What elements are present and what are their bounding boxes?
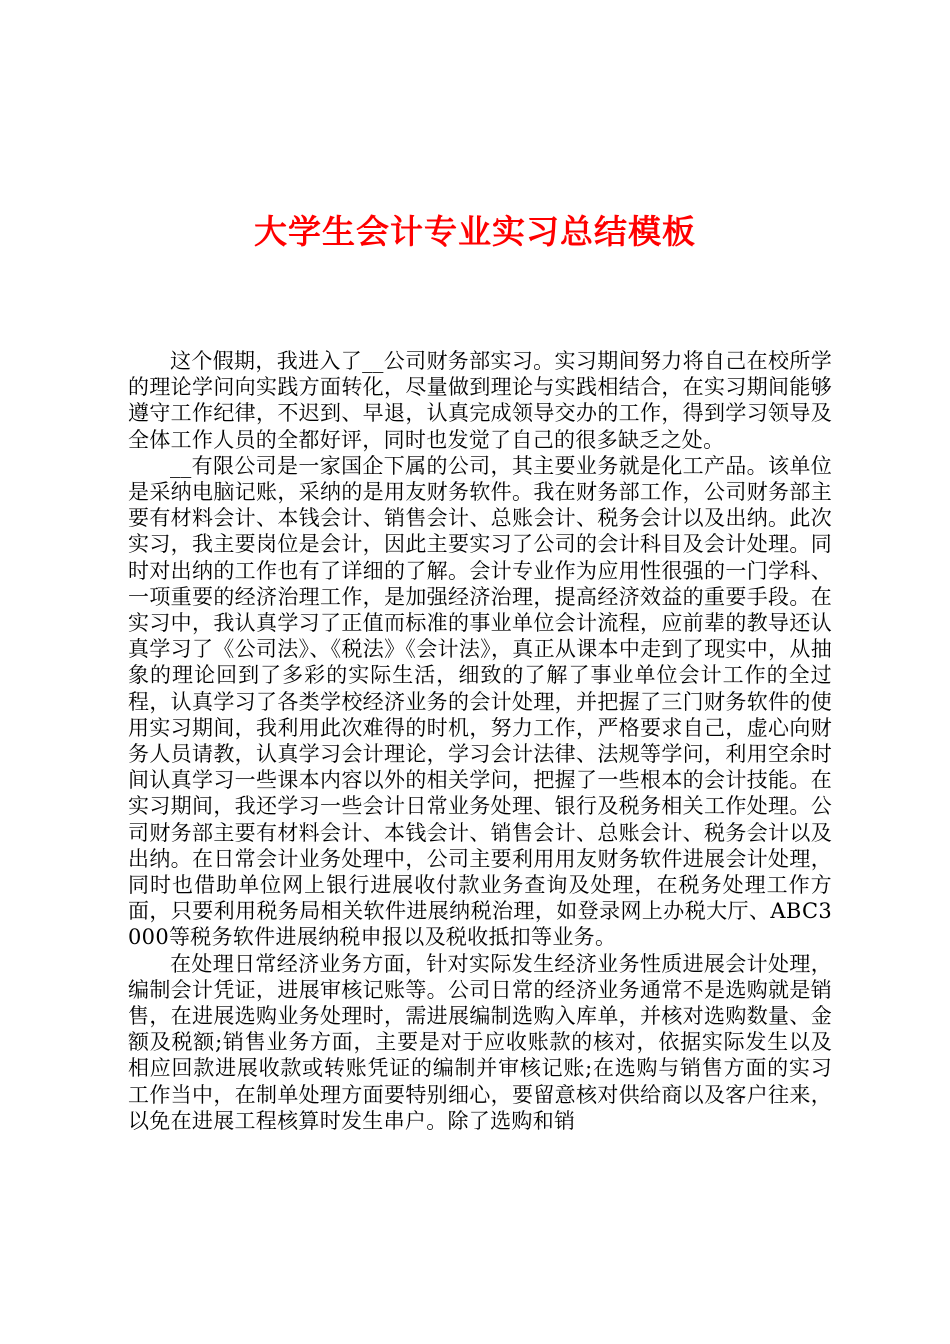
paragraph-2: __有限公司是一家国企下属的公司，其主要业务就是化工产品。该单位是采纳电脑记账，采纳的是用友财务软件。我在财务部工作，公司财务部主要有材料会计、本钱会计、销售会计、总账会计、税务会计以及出纳。此次实习，我主要岗位是会计，因此主要实习了公司的会计科目及会计处理。同时对出纳的工作也有了详细的了解。会计专业作为应用性很强的一门学科、一项重要的经济治理工作，是加强经济治理，提高经济效益的重要手段。在实习中，我认真学习了正值而标准的事业单位会计流程，应前辈的教导还认真学习了《公司法》、《税法》《会计法》，真正从课本中走到了现实中，从抽象的理论回到了多彩的实际生活，细致的了解了事业单位会计工作的全过程，认真学习了各类学校经济业务的会计处理，并把握了三门财务软件的使用实习期间，我利用此次难得的时机，努力工作，严格要求自己，虚心向财务人员请教，认真学习会计理论，学习会计法律、法规等学问，利用空余时间认真学习一些课本内容以外的相关学问，把握了一些根本的会计技能。在实习期间，我还学习一些会计日常业务处理、银行及税务相关工作处理。公司财务部主要有材料会计、本钱会计、销售会计、总账会计、税务会计以及出纳。在日常会计业务处理中，公司主要利用用友财务软件进展会计处理，同时也借助单位网上银行进展收付款业务查询及处理，在税务处理工作方面，只要利用税务局相关软件进展纳税治理，如登录网上办税大厅、ABC3000等税务软件进展纳税申报以及税收抵扣等业务。: [128, 453, 832, 950]
paragraph-3: 在处理日常经济业务方面，针对实际发生经济业务性质进展会计处理，编制会计凭证，进展审核记账等。公司日常的经济业务通常不是选购就是销售，在进展选购业务处理时，需进展编制选购入库单，并核对选购数量、金额及税额;销售业务方面，主要是对于应收账款的核对，依据实际发生以及相应回款进展收款或转账凭证的编制并审核记账;在选购与销售方面的实习工作当中，在制单处理方面要特别细心，要留意核对供给商以及客户往来，以免在进展工程核算时发生串户。除了选购和销: [128, 951, 832, 1133]
document-title: 大学生会计专业实习总结模板: [254, 212, 696, 251]
document-body: [128, 348, 832, 1134]
paragraph-1: 这个假期，我进入了__公司财务部实习。实习期间努力将自己在校所学的理论学问向实践方面转化，尽量做到理论与实践相结合，在实习期间能够遵守工作纪律，不迟到、早退，认真完成领导交办的工作，得到学习领导及全体工作人员的全都好评，同时也发觉了自己的很多缺乏之处。: [128, 349, 832, 452]
